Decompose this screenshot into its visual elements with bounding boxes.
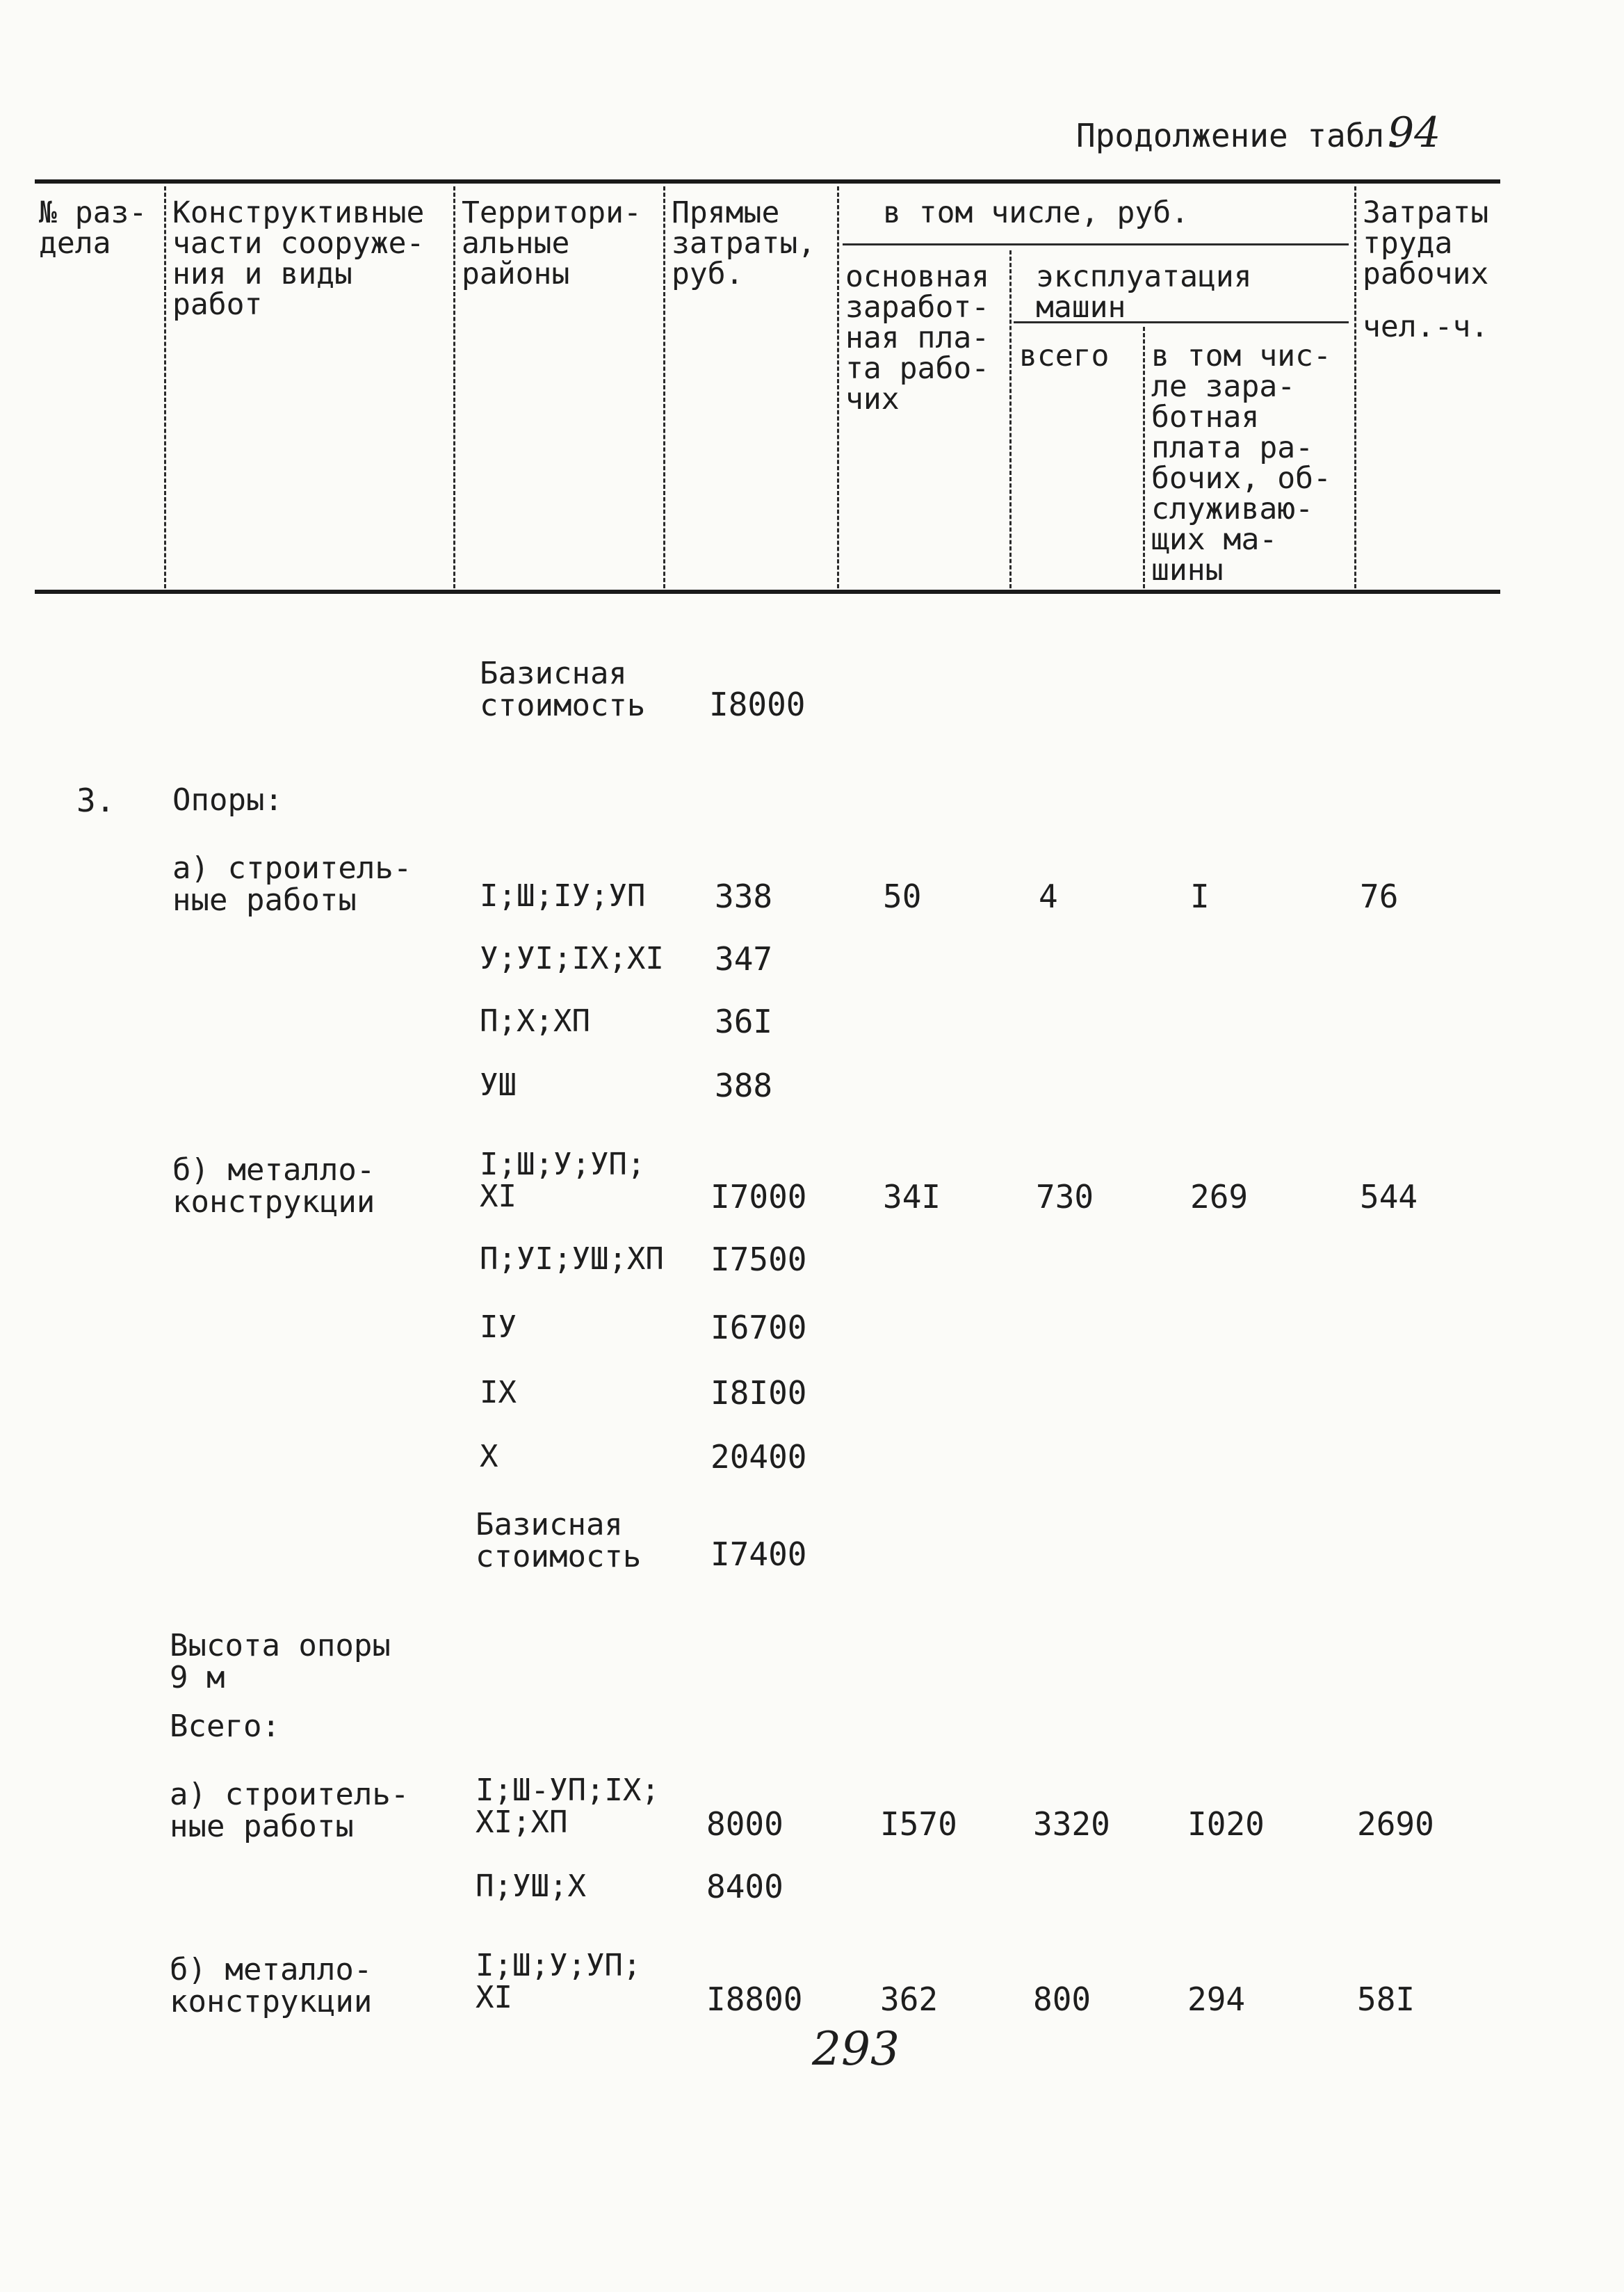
region-cell: Х: [480, 1439, 498, 1474]
header-labor-costs: Затраты труда рабочих: [1363, 195, 1489, 291]
header-machine-total: всего: [1019, 339, 1110, 373]
header-base-wages: основная заработ- ная пла- та рабо- чих: [845, 259, 990, 417]
region-cell: IХ: [480, 1375, 517, 1410]
header-bottom-rule: [35, 590, 1500, 594]
direct-cost-cell: 8000: [706, 1805, 783, 1843]
labor-cell: 58I: [1357, 1980, 1415, 2018]
section-number: 3.: [76, 782, 115, 819]
col-sep-2: [453, 186, 455, 588]
col-sep-3: [663, 186, 665, 588]
machine-wages-cell: I020: [1187, 1805, 1265, 1843]
region-cell: П;УШ;Х: [476, 1869, 586, 1904]
labor-cell: 76: [1360, 878, 1399, 915]
header-including-group: в том числе, руб.: [883, 195, 1189, 230]
table-number: 94: [1388, 108, 1441, 157]
machine-wages-cell: 294: [1187, 1980, 1246, 2018]
subsection-label: б) металло- конструкции: [172, 1152, 375, 1220]
group-underline: [843, 243, 1349, 245]
machine-total-cell: 730: [1036, 1178, 1094, 1216]
region-cell: I;Ш;У;УП; ХI: [480, 1147, 646, 1214]
total-label: Всего:: [170, 1709, 280, 1744]
direct-cost-cell: 36I: [715, 1003, 773, 1040]
machine-total-cell: 3320: [1033, 1805, 1110, 1843]
region-cell: IУ: [480, 1309, 517, 1345]
basis-cost-value: I7400: [710, 1535, 807, 1573]
direct-cost-cell: I6700: [710, 1309, 807, 1346]
col-sep-5: [1009, 250, 1012, 588]
col-sep-1: [164, 186, 166, 588]
direct-cost-cell: 338: [715, 878, 773, 915]
basis-cost-value: I8000: [709, 686, 806, 723]
section-title: Опоры:: [172, 782, 283, 818]
machine-total-cell: 800: [1033, 1980, 1091, 2018]
header-section-number: № раз- дела: [39, 195, 147, 261]
direct-cost-cell: I7500: [710, 1241, 807, 1278]
wages-cell: 34I: [883, 1178, 941, 1216]
direct-cost-cell: 8400: [706, 1868, 783, 1905]
header-direct-costs: Прямые затраты, руб.: [672, 195, 816, 291]
region-cell: УШ: [480, 1067, 517, 1103]
col-sep-7: [1354, 186, 1356, 588]
direct-cost-cell: 388: [715, 1067, 773, 1104]
support-height-label: Высота опоры 9 м: [170, 1628, 391, 1695]
header-structural-parts: Конструктивные части сооруже- ния и виды работ: [172, 195, 425, 322]
region-cell: П;Х;ХП: [480, 1003, 590, 1039]
wages-cell: I570: [880, 1805, 957, 1843]
direct-cost-cell: I7000: [710, 1178, 807, 1216]
subsection-label: б) металло- конструкции: [170, 1952, 373, 2019]
col-sep-6: [1143, 327, 1145, 588]
wages-cell: 50: [883, 878, 922, 915]
continuation-label: Продолжение табл.: [1076, 117, 1404, 154]
header-machine-operation: эксплуатация машин: [1036, 259, 1252, 325]
machine-wages-cell: I: [1190, 878, 1210, 915]
machine-wages-cell: 269: [1190, 1178, 1249, 1216]
machine-total-cell: 4: [1039, 878, 1058, 915]
header-territorial-regions: Территори- альные районы: [462, 195, 642, 291]
header-labor-unit: чел.-ч.: [1363, 309, 1489, 344]
labor-cell: 544: [1360, 1178, 1418, 1216]
col-sep-4: [837, 186, 839, 588]
direct-cost-cell: 347: [715, 940, 773, 978]
subsection-label: а) строитель- ные работы: [170, 1777, 409, 1844]
page-number: 293: [812, 2022, 900, 2076]
region-cell: I;Ш;IУ;УП: [480, 878, 646, 914]
header-machine-wages: в том чис- ле зара- ботная плата ра- бочих, об- служиваю- щих ма- шины: [1151, 339, 1331, 588]
region-cell: I;Ш;У;УП; ХI: [476, 1948, 642, 2015]
region-cell: У;УI;IХ;ХI: [480, 941, 664, 976]
wages-cell: 362: [880, 1980, 939, 2018]
direct-cost-cell: I8I00: [710, 1374, 807, 1412]
region-cell: П;УI;УШ;ХП: [480, 1241, 664, 1277]
basis-cost-label: Базисная стоимость: [480, 656, 646, 723]
labor-cell: 2690: [1357, 1805, 1434, 1843]
direct-cost-cell: 20400: [710, 1438, 807, 1476]
header-top-rule: [35, 179, 1500, 184]
region-cell: I;Ш-УП;IХ; ХI;ХП: [476, 1773, 660, 1840]
subsection-label: а) строитель- ные работы: [172, 850, 412, 918]
basis-cost-label: Базисная стоимость: [476, 1507, 642, 1574]
direct-cost-cell: I8800: [706, 1980, 803, 2018]
